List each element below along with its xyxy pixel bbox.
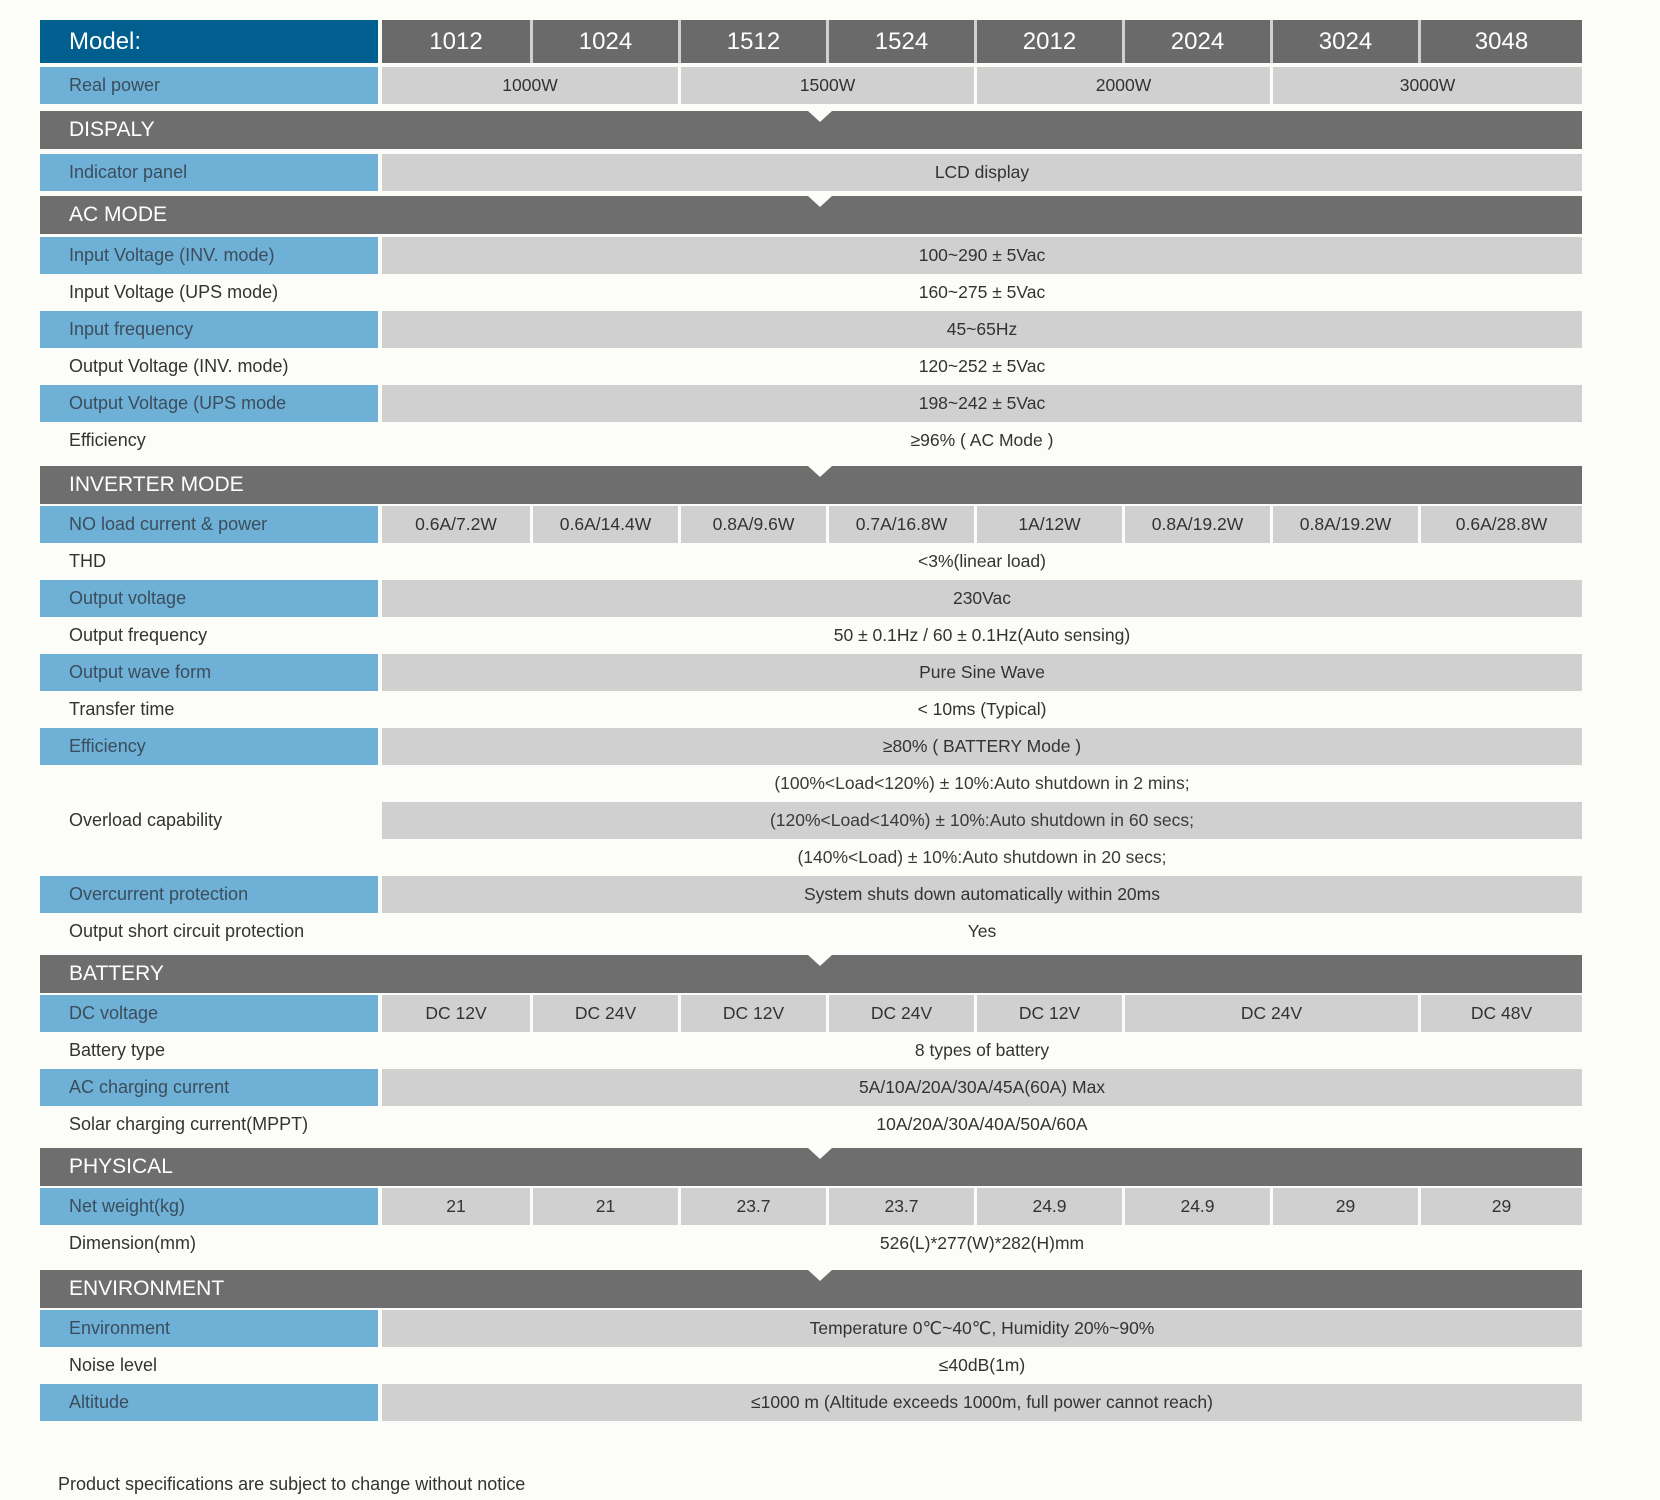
row-label: Overload capability xyxy=(69,810,223,830)
net-weight-cell: 29 xyxy=(1418,1188,1582,1225)
spec-row xyxy=(40,1032,1582,1069)
row-value: ≤40dB(1m) xyxy=(938,1355,1026,1375)
spec-row xyxy=(40,876,1582,913)
no-load-cell: 0.8A/9.6W xyxy=(678,506,826,543)
dc-voltage-row xyxy=(40,995,1582,1032)
model-values xyxy=(382,20,1582,63)
spec-row xyxy=(40,274,1582,311)
section-header-environment: ENVIRONMENT xyxy=(40,1270,1582,1308)
row-label: Output voltage xyxy=(40,580,378,617)
no-load-cell: 0.8A/19.2W xyxy=(1270,506,1418,543)
no-load-cell: 0.8A/19.2W xyxy=(1122,506,1270,543)
model-cell: 3048 xyxy=(1418,20,1582,63)
section-header-battery: BATTERY xyxy=(40,955,1582,993)
model-cell: 1012 xyxy=(429,27,483,55)
row-value: Yes xyxy=(967,921,997,941)
indicator-panel-row xyxy=(40,154,1582,191)
no-load-row xyxy=(40,506,1582,543)
row-value: 120~252 ± 5Vac xyxy=(918,356,1046,376)
real-power-cell: 1500W xyxy=(678,67,974,104)
row-label: Output wave form xyxy=(40,654,378,691)
no-load-cell: 1A/12W xyxy=(974,506,1122,543)
row-label: Input Voltage (UPS mode) xyxy=(69,282,279,302)
row-label: Output short circuit protection xyxy=(69,921,305,941)
model-cell: 2012 xyxy=(974,20,1122,63)
row-label: Efficiency xyxy=(40,728,378,765)
net-weight-cell: 24.9 xyxy=(974,1188,1122,1225)
row-label: Overcurrent protection xyxy=(40,876,378,913)
row-label: Input Voltage (INV. mode) xyxy=(40,237,378,274)
row-value: 100~290 ± 5Vac xyxy=(918,245,1046,265)
row-label: Output Voltage (INV. mode) xyxy=(69,356,289,376)
no-load-cell: 0.6A/14.4W xyxy=(530,506,678,543)
dc-voltage-cell: DC 24V xyxy=(530,995,678,1032)
net-weight-cell: 24.9 xyxy=(1122,1188,1270,1225)
spec-row xyxy=(40,543,1582,580)
row-value: ≥96% ( AC Mode ) xyxy=(910,430,1054,450)
row-value: ≤1000 m (Altitude exceeds 1000m, full power cannot reach) xyxy=(751,1392,1213,1412)
model-label: Model: xyxy=(40,20,378,63)
spec-row xyxy=(40,348,1582,385)
row-value: Temperature 0℃~40℃, Humidity 20%~90% xyxy=(809,1318,1155,1338)
spec-row xyxy=(40,617,1582,654)
real-power-cell: 2000W xyxy=(974,67,1270,104)
row-value: < 10ms (Typical) xyxy=(917,699,1047,719)
row-label: Output frequency xyxy=(69,625,208,645)
overload-line: (120%<Load<140%) ± 10%:Auto shutdown in 60 secs; xyxy=(382,802,1582,839)
model-header-row xyxy=(40,20,1582,63)
no-load-cell: 0.7A/16.8W xyxy=(826,506,974,543)
real-power-row xyxy=(40,67,1582,104)
row-value: Pure Sine Wave xyxy=(919,662,1045,682)
dc-voltage-cell: DC 12V xyxy=(974,995,1122,1032)
no-load-cell: 0.6A/28.8W xyxy=(1418,506,1582,543)
spec-row xyxy=(40,1347,1582,1384)
spec-row xyxy=(40,1106,1582,1143)
section-header-display: DISPALY xyxy=(40,111,1582,149)
row-label: Dimension(mm) xyxy=(69,1233,197,1253)
spec-row xyxy=(40,580,1582,617)
net-weight-cell: 23.7 xyxy=(678,1188,826,1225)
row-label: Battery type xyxy=(69,1040,166,1060)
overload-line: (140%<Load) ± 10%:Auto shutdown in 20 secs; xyxy=(797,847,1167,867)
row-label: DC voltage xyxy=(40,995,378,1032)
dc-voltage-cell: DC 48V xyxy=(1418,995,1582,1032)
spec-row xyxy=(40,311,1582,348)
row-value: 50 ± 0.1Hz / 60 ± 0.1Hz(Auto sensing) xyxy=(833,625,1131,645)
net-weight-cell: 21 xyxy=(446,1196,466,1216)
spec-row xyxy=(40,237,1582,274)
no-load-cell: 0.6A/7.2W xyxy=(415,514,497,534)
overload-line: (100%<Load<120%) ± 10%:Auto shutdown in 2 mins; xyxy=(774,773,1190,793)
footnote: Product specifications are subject to change without notice xyxy=(58,1474,526,1494)
dc-voltage-cell: DC 12V xyxy=(425,1003,487,1023)
row-label: Altitude xyxy=(40,1384,378,1421)
row-label: Indicator panel xyxy=(40,154,378,191)
row-label: Net weight(kg) xyxy=(40,1188,378,1225)
section-header-physical: PHYSICAL xyxy=(40,1148,1582,1186)
net-weight-row xyxy=(40,1188,1582,1225)
row-label: Solar charging current(MPPT) xyxy=(69,1114,309,1134)
net-weight-cell: 21 xyxy=(530,1188,678,1225)
row-value: 526(L)*277(W)*282(H)mm xyxy=(879,1233,1085,1253)
row-value: 5A/10A/20A/30A/45A(60A) Max xyxy=(858,1077,1106,1097)
model-cell: 2024 xyxy=(1122,20,1270,63)
row-label: Noise level xyxy=(69,1355,158,1375)
row-value: 230Vac xyxy=(952,588,1012,608)
real-power-cell: 1000W xyxy=(502,75,558,95)
row-label: Input frequency xyxy=(40,311,378,348)
spec-row xyxy=(40,691,1582,728)
section-header-inverter-mode: INVERTER MODE xyxy=(40,466,1582,504)
model-cell: 3024 xyxy=(1270,20,1418,63)
spec-row xyxy=(40,1384,1582,1421)
row-value: LCD display xyxy=(934,162,1030,182)
row-label: THD xyxy=(69,551,106,571)
overload-capability-row xyxy=(40,765,1582,876)
net-weight-cell: 23.7 xyxy=(826,1188,974,1225)
row-value: ≥80% ( BATTERY Mode ) xyxy=(882,736,1082,756)
row-label: Environment xyxy=(40,1310,378,1347)
model-cell: 1024 xyxy=(530,20,678,63)
row-value: 45~65Hz xyxy=(946,319,1018,339)
spec-row xyxy=(40,1310,1582,1347)
row-value: 10A/20A/30A/40A/50A/60A xyxy=(876,1114,1088,1134)
row-value: System shuts down automatically within 20ms xyxy=(804,884,1160,904)
spec-table xyxy=(40,20,1582,1421)
row-label: NO load current & power xyxy=(40,506,378,543)
spec-row xyxy=(40,1225,1582,1262)
net-weight-cell: 29 xyxy=(1270,1188,1418,1225)
model-cell: 1512 xyxy=(678,20,826,63)
spec-row xyxy=(40,1069,1582,1106)
model-cell: 1524 xyxy=(826,20,974,63)
row-value: 8 types of battery xyxy=(914,1040,1050,1060)
dc-voltage-cell: DC 24V xyxy=(1122,995,1418,1032)
dc-voltage-cell: DC 24V xyxy=(826,995,974,1032)
spec-row xyxy=(40,654,1582,691)
section-header-ac-mode: AC MODE xyxy=(40,196,1582,234)
row-label: Real power xyxy=(40,67,378,104)
row-label: Transfer time xyxy=(69,699,175,719)
real-power-cell: 3000W xyxy=(1270,67,1582,104)
dc-voltage-cell: DC 12V xyxy=(678,995,826,1032)
row-label: Efficiency xyxy=(69,430,146,450)
spec-row xyxy=(40,913,1582,950)
spec-row xyxy=(40,385,1582,422)
spec-row xyxy=(40,422,1582,459)
row-value: 160~275 ± 5Vac xyxy=(918,282,1046,302)
spec-row xyxy=(40,728,1582,765)
row-value: <3%(linear load) xyxy=(918,551,1046,571)
row-value: 198~242 ± 5Vac xyxy=(918,393,1046,413)
row-label: Output Voltage (UPS mode xyxy=(40,385,378,422)
row-label: AC charging current xyxy=(40,1069,378,1106)
